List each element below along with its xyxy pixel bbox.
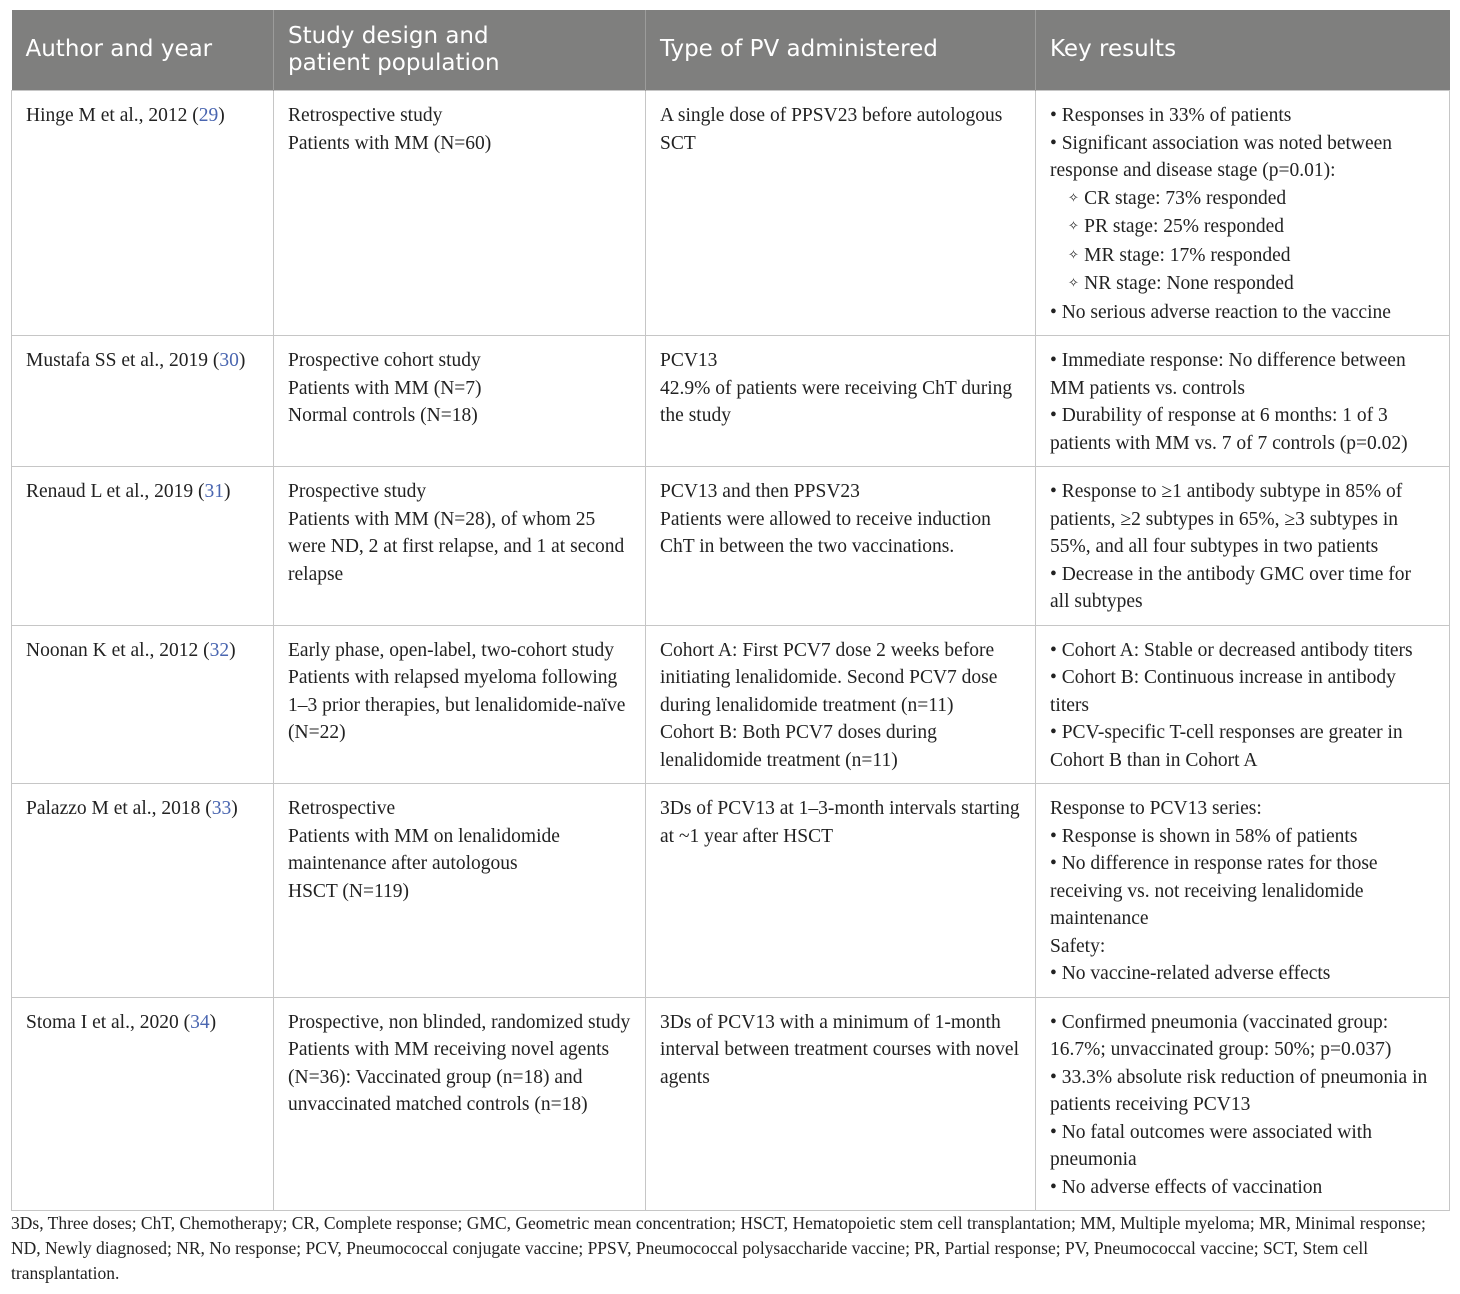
cell-study-design: [274, 336, 646, 467]
result-bullet: • Cohort B: Continuous increase in antibody titers: [1050, 664, 1435, 719]
study-design-line: Retrospective study: [288, 105, 443, 126]
cell-key-results: [1036, 625, 1450, 784]
table-row: [12, 336, 1450, 467]
pv-type-line: 42.9% of patients were receiving ChT during the study: [660, 377, 1013, 426]
result-sub-bullet: ✧ MR stage: 17% responded: [1050, 242, 1435, 271]
study-design-line: Prospective study: [288, 481, 427, 502]
study-design-line: Prospective, non blinded, randomized study: [288, 1011, 631, 1033]
header-key-results: [1036, 10, 1450, 91]
cell-pv-type: [646, 467, 1036, 626]
result-bullet: • 33.3% absolute risk reduction of pneumonia in patients receiving PCV13: [1050, 1064, 1435, 1119]
table-row: [12, 997, 1450, 1211]
study-design-line: Patients with MM (N=60): [288, 132, 492, 154]
cell-pv-type: [646, 91, 1036, 336]
reference-link[interactable]: 33: [211, 798, 232, 819]
pv-type-line: 3Ds of PCV13 at 1–3-month intervals starting at ~1 year after HSCT: [660, 798, 1020, 847]
cell-author-year: [12, 997, 274, 1211]
cell-study-design: [274, 467, 646, 626]
header-study-design-label: Study design and patient population: [288, 23, 500, 76]
table-body: [12, 91, 1450, 1211]
study-design-line: Prospective cohort study: [288, 350, 481, 371]
result-bullet: • No adverse effects of vaccination: [1050, 1174, 1435, 1202]
pv-type-line: A single dose of PPSV23 before autologous SCT: [660, 105, 1003, 154]
pv-type-line: Patients were allowed to receive induction ChT in between the two vaccinations.: [660, 508, 991, 557]
reference-link[interactable]: 31: [204, 481, 225, 502]
cell-key-results: [1036, 784, 1450, 998]
header-pv-type: [646, 10, 1036, 91]
pv-type-line: 3Ds of PCV13 with a minimum of 1-month interval between treatment courses with novel agents: [660, 1011, 1019, 1088]
study-design-line: Early phase, open-label, two-cohort study: [288, 639, 614, 661]
reference-close-paren: ): [231, 798, 238, 819]
author-year-text: Palazzo M et al., 2018 (: [26, 798, 212, 819]
reference-link[interactable]: 34: [190, 1011, 210, 1033]
header-study-design: [274, 10, 646, 91]
cell-author-year: [12, 467, 274, 626]
study-design-line: Patients with MM (N=7): [288, 377, 482, 399]
cell-study-design: [274, 784, 646, 998]
header-author-year: [12, 10, 274, 91]
table-row: [12, 784, 1450, 998]
cell-key-results: [1036, 467, 1450, 626]
cell-study-design: [274, 625, 646, 784]
study-design-line: Patients with MM on lenalidomide maintenance after autologous: [288, 825, 560, 874]
header-pv-type-label: Type of PV administered: [660, 36, 938, 62]
result-bullet: • No vaccine-related adverse effects: [1050, 960, 1435, 988]
pv-type-line: PCV13: [660, 350, 718, 371]
reference-close-paren: ): [238, 350, 246, 371]
table-row: [12, 625, 1450, 784]
result-sub-bullet: ✧ NR stage: None responded: [1050, 270, 1435, 299]
author-year-text: Mustafa SS et al., 2019 (: [26, 350, 220, 371]
header-key-results-label: Key results: [1050, 36, 1177, 62]
study-design-line: Patients with relapsed myeloma following 1–3 prior therapies, but lenalidomide-naïve (N=22): [288, 667, 626, 743]
table-footnote: 3Ds, Three doses; ChT, Chemotherapy; CR, Complete response; GMC, Geometric mean concentration; HSCT, Hematopoietic stem cell transplantation; MM, Multiple myeloma; MR, Minimal response; ND, Newly diagnosed; NR, No response; PCV, Pneumococcal conjugate vaccine; PPSV, Pneumococcal polysaccharide vaccine; PR, Partial response; PV, Pneumococcal vaccine; SCT, Stem cell transplantation.: [11, 1213, 1426, 1283]
reference-link[interactable]: 32: [209, 639, 230, 661]
result-heading: Response to PCV13 series:: [1050, 798, 1262, 819]
pv-type-line: Cohort B: Both PCV7 doses during lenalidomide treatment (n=11): [660, 722, 937, 771]
study-design-line: Patients with MM (N=28), of whom 25 were ND, 2 at first relapse, and 1 at second relapse: [288, 508, 625, 585]
table-row: [12, 91, 1450, 336]
pv-type-line: PCV13 and then PPSV23: [660, 481, 860, 502]
result-bullet: • Immediate response: No difference between MM patients vs. controls: [1050, 347, 1435, 402]
cell-study-design: [274, 91, 646, 336]
result-sub-bullet: ✧ PR stage: 25% responded: [1050, 213, 1435, 242]
cell-author-year: [12, 91, 274, 336]
study-design-line: Normal controls (N=18): [288, 405, 478, 426]
cell-study-design: [274, 997, 646, 1211]
cell-pv-type: [646, 997, 1036, 1211]
header-author-year-label: Author and year: [25, 36, 213, 62]
reference-close-paren: ): [209, 1011, 217, 1033]
cell-pv-type: [646, 336, 1036, 467]
study-design-line: Retrospective: [288, 798, 396, 819]
result-bullet: • Cohort A: Stable or decreased antibody titers: [1050, 637, 1435, 665]
header-row: [12, 10, 1450, 91]
result-bullet: • Significant association was noted between response and disease stage (p=0.01):: [1050, 130, 1435, 185]
result-bullet: • No serious adverse reaction to the vaccine: [1050, 299, 1435, 327]
cell-author-year: [12, 625, 274, 784]
author-year-text: Noonan K et al., 2012 (: [26, 639, 210, 661]
reference-close-paren: ): [218, 105, 225, 126]
result-bullet: • Confirmed pneumonia (vaccinated group: 16.7%; unvaccinated group: 50%; p=0.037): [1050, 1009, 1435, 1064]
reference-close-paren: ): [224, 481, 231, 502]
cell-author-year: [12, 336, 274, 467]
reference-close-paren: ): [229, 639, 236, 661]
result-bullet: • No difference in response rates for those receiving vs. not receiving lenalidomide maintenance: [1050, 850, 1435, 933]
result-bullet: • Durability of response at 6 months: 1 of 3 patients with MM vs. 7 of 7 controls (p=0.02): [1050, 402, 1435, 457]
cell-author-year: [12, 784, 274, 998]
result-sub-bullet: ✧ CR stage: 73% responded: [1050, 185, 1435, 214]
reference-link[interactable]: 29: [198, 105, 219, 126]
reference-link[interactable]: 30: [219, 350, 239, 371]
study-design-line: HSCT (N=119): [288, 880, 409, 902]
result-bullet: • PCV-specific T-cell responses are greater in Cohort B than in Cohort A: [1050, 719, 1435, 774]
study-design-line: Patients with MM receiving novel agents (N=36): Vaccinated group (n=18) and unvaccinated matched controls (n=18): [288, 1039, 610, 1115]
cell-key-results: [1036, 91, 1450, 336]
result-bullet: • Response is shown in 58% of patients: [1050, 823, 1435, 851]
cell-key-results: [1036, 336, 1450, 467]
cell-pv-type: [646, 625, 1036, 784]
author-year-text: Renaud L et al., 2019 (: [26, 481, 205, 502]
result-bullet: • Responses in 33% of patients: [1050, 102, 1435, 130]
table-row: [12, 467, 1450, 626]
author-year-text: Hinge M et al., 2012 (: [26, 105, 199, 126]
study-table: [11, 10, 1450, 1211]
author-year-text: Stoma I et al., 2020 (: [26, 1011, 191, 1033]
pv-type-line: Cohort A: First PCV7 dose 2 weeks before initiating lenalidomide. Second PCV7 dose during lenalidomide treatment (n=11): [660, 639, 998, 716]
result-bullet: • Decrease in the antibody GMC over time for all subtypes: [1050, 561, 1435, 616]
cell-key-results: [1036, 997, 1450, 1211]
result-bullet: • No fatal outcomes were associated with pneumonia: [1050, 1119, 1435, 1174]
result-heading: Safety:: [1050, 935, 1106, 957]
result-bullet: • Response to ≥1 antibody subtype in 85% of patients, ≥2 subtypes in 65%, ≥3 subtypes in 55%, and all four subtypes in two patients: [1050, 478, 1435, 561]
cell-pv-type: [646, 784, 1036, 998]
